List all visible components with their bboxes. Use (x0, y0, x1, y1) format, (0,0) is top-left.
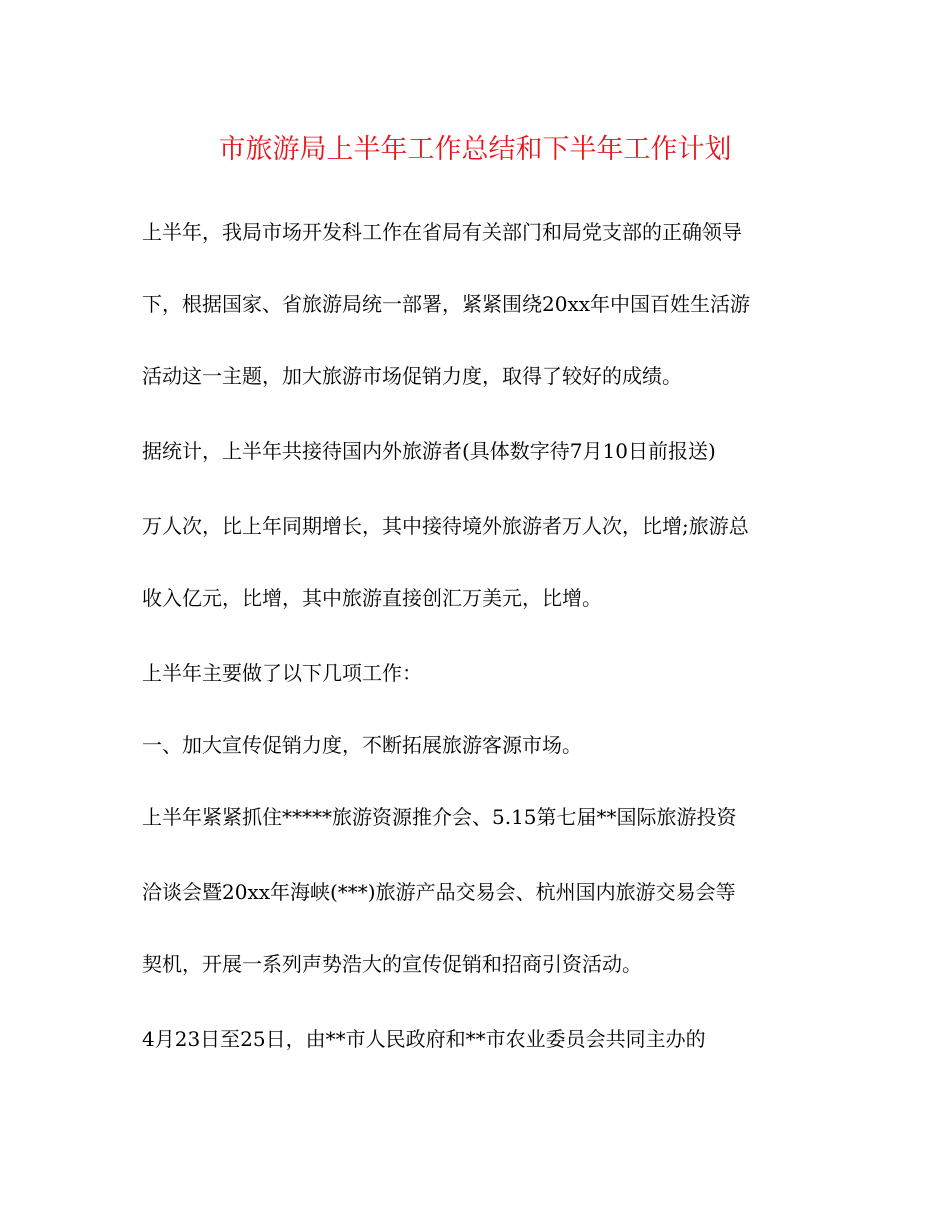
paragraph-line: 收入亿元，比增，其中旅游直接创汇万美元，比增。 (142, 586, 602, 610)
paragraph-line: 一、加大宣传促销力度，不断拓展旅游客源市场。 (142, 733, 582, 757)
paragraph-line: 洽谈会暨20xx年海峡(***)旅游产品交易会、杭州国内旅游交易会等 (142, 880, 736, 904)
document-title: 市旅游局上半年工作总结和下半年工作计划 (218, 134, 732, 165)
paragraph-line: 上半年，我局市场开发科工作在省局有关部门和局党支部的正确领导 (142, 220, 742, 244)
paragraph-line: 活动这一主题，加大旅游市场促销力度，取得了较好的成绩。 (142, 364, 682, 388)
paragraph-line: 上半年紧紧抓住*****旅游资源推介会、5.15第七届**国际旅游投资 (142, 805, 737, 829)
paragraph-line: 据统计，上半年共接待国内外旅游者(具体数字待7月10日前报送) (142, 439, 716, 463)
paragraph-line: 4月23日至25日，由**市人民政府和**市农业委员会共同主办的 (142, 1027, 706, 1051)
paragraph-line: 契机，开展一系列声势浩大的宣传促销和招商引资活动。 (142, 952, 642, 976)
paragraph-line: 上半年主要做了以下几项工作： (142, 661, 422, 685)
paragraph-line: 万人次，比上年同期增长，其中接待境外旅游者万人次，比增;旅游总 (142, 514, 749, 538)
paragraph-line: 下，根据国家、省旅游局统一部署，紧紧围绕20xx年中国百姓生活游 (142, 292, 751, 316)
